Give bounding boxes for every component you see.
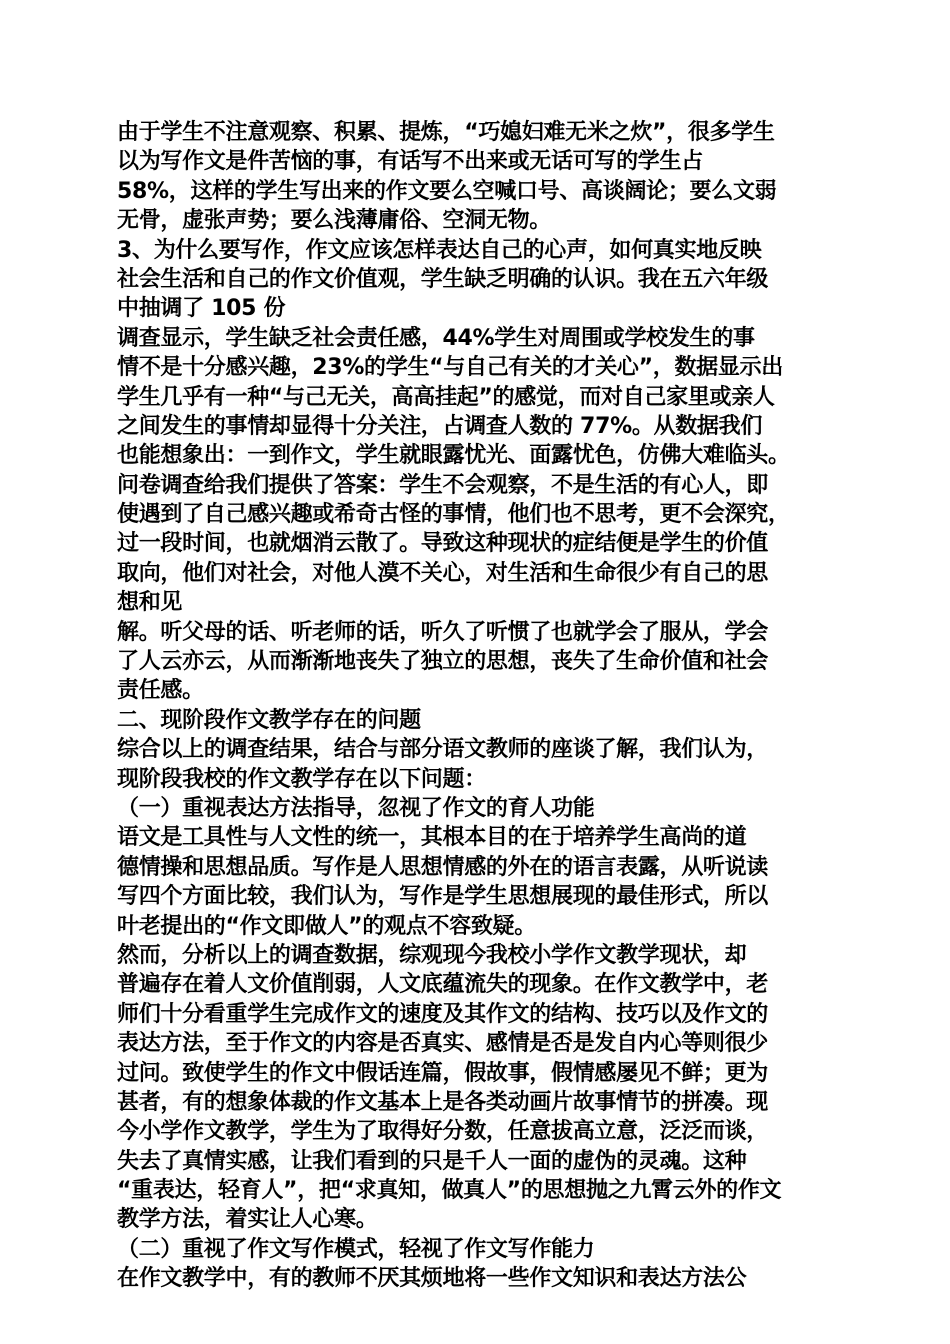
- section-heading: 二、现阶段作文教学存在的问题: [117, 707, 421, 733]
- text-line: 语文是工具性与人文性的统一，其根本目的在于培养学生高尚的道: [117, 825, 747, 851]
- text-line: 也能想象出：一到作文，学生就眼露忧光、面露忧色，仿佛大难临头。: [117, 443, 790, 469]
- text-line: 取向，他们对社会，对他人漠不关心，对生活和生命很少有自己的思: [117, 560, 769, 586]
- text-line: 普遍存在着人文价值削弱，人文底蕴流失的现象。在作文教学中，老: [117, 972, 769, 998]
- text-line: 过一段时间，也就烟消云散了。导致这种现状的症结便是学生的价值: [117, 531, 769, 557]
- subsection-heading: （二）重视了作文写作模式，轻视了作文写作能力: [117, 1236, 595, 1262]
- subsection-heading: （一）重视表达方法指导，忽视了作文的育人功能: [117, 795, 595, 821]
- text-line: 现阶段我校的作文教学存在以下问题：: [117, 766, 486, 792]
- text-line: 教学方法，着实让人心寒。: [117, 1207, 378, 1233]
- document-body: [117, 118, 857, 1294]
- text-line: 学生几乎有一种“与己无关，高高挂起”的感觉，而对自己家里或亲人: [117, 384, 775, 410]
- text-line: 问卷调查给我们提供了答案：学生不会观察，不是生活的有心人，即: [117, 472, 769, 498]
- text-line: 然而，分析以上的调查数据，综观现今我校小学作文教学现状，却: [117, 942, 747, 968]
- text-line: 解。听父母的话、听老师的话，听久了听惯了也就学会了服从，学会: [117, 619, 769, 645]
- text-line: “重表达，轻育人”，把“求真知，做真人”的思想抛之九霄云外的作文: [117, 1178, 782, 1204]
- text-line: 调查显示，学生缺乏社会责任感，44%学生对周围或学校发生的事: [117, 325, 755, 351]
- text-line: 写四个方面比较，我们认为，写作是学生思想展现的最佳形式，所以: [117, 884, 769, 910]
- text-line: 由于学生不注意观察、积累、提炼，“巧媳妇难无米之炊”，很多学生: [117, 120, 775, 145]
- text-line: 之间发生的事情却显得十分关注，占调查人数的 77%。从数据我们: [117, 413, 763, 439]
- text-line: 叶老提出的“作文即做人”的观点不容致疑。: [117, 913, 536, 939]
- text-line: 过问。致使学生的作文中假话连篇，假故事，假情感屡见不鲜；更为: [117, 1060, 769, 1086]
- text-line: 情不是十分感兴趣，23%的学生“与自己有关的才关心”，数据显示出: [117, 355, 783, 381]
- text-line: 想和见: [117, 590, 183, 616]
- text-line: 失去了真情实感，让我们看到的只是千人一面的虚伪的灵魂。这种: [117, 1148, 747, 1174]
- text-line: 社会生活和自己的作文价值观，学生缺乏明确的认识。我在五六年级: [117, 266, 769, 292]
- text-line: 德情操和思想品质。写作是人思想情感的外在的语言表露，从听说读: [117, 854, 769, 880]
- text-line: 今小学作文教学，学生为了取得好分数，任意拔高立意，泛泛而谈，: [117, 1119, 769, 1145]
- text-line: 在作文教学中，有的教师不厌其烦地将一些作文知识和表达方法公: [117, 1266, 747, 1292]
- text-line: 了人云亦云，从而渐渐地丧失了独立的思想，丧失了生命价值和社会: [117, 649, 769, 675]
- text-line: 责任感。: [117, 678, 204, 704]
- text-line: 综合以上的调查结果，结合与部分语文教师的座谈了解，我们认为，: [117, 737, 769, 763]
- text-line: 使遇到了自己感兴趣或希奇古怪的事情，他们也不思考，更不会深究，: [117, 502, 790, 528]
- text-line: 58%，这样的学生写出来的作文要么空喊口号、高谈阔论；要么文弱: [117, 178, 777, 204]
- text-line: 师们十分看重学生完成作文的速度及其作文的结构、技巧以及作文的: [117, 1001, 769, 1027]
- text-line: 表达方法，至于作文的内容是否真实、感情是否是发自内心等则很少: [117, 1031, 769, 1057]
- text-line: 3、为什么要写作，作文应该怎样表达自己的心声，如何真实地反映: [117, 237, 762, 263]
- text-line: 中抽调了 105 份: [117, 296, 286, 322]
- text-line: 无骨，虚张声势；要么浅薄庸俗、空洞无物。: [117, 208, 552, 234]
- text-line: 甚者，有的想象体裁的作文基本上是各类动画片故事情节的拼凑。现: [117, 1089, 769, 1115]
- text-line: 以为写作文是件苦恼的事，有话写不出来或无话可写的学生占: [117, 149, 703, 175]
